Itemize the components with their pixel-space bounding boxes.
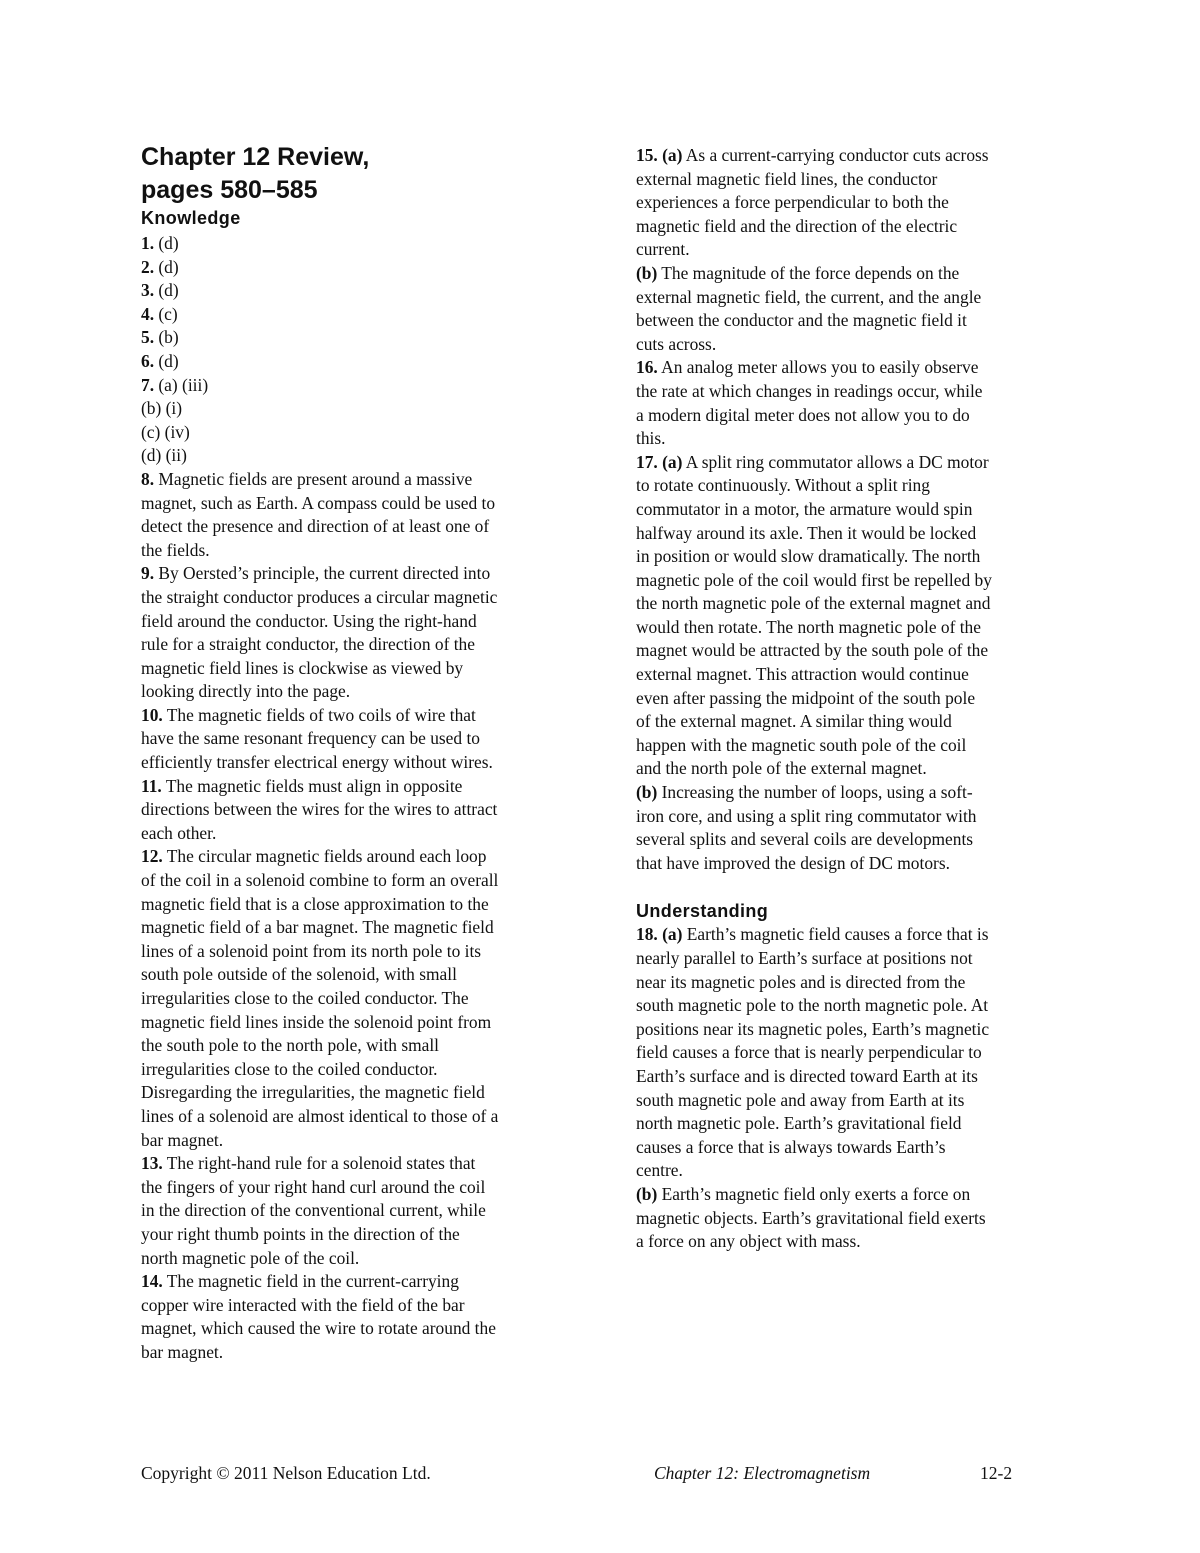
answer-9: 9. By Oersted’s principle, the current directed into the straight conductor produces a circular magnetic field around the conductor. Using the right-hand rule for a straight conductor, the direction of the magnetic field lines is clockwise as viewed by looking directly into the page. — [141, 563, 498, 702]
section-heading-understanding: Understanding — [636, 901, 769, 922]
answer-4: 4. (c) — [141, 303, 178, 324]
footer-chapter: Chapter 12: Electromagnetism — [654, 1463, 871, 1483]
answer-3: 3. (d) — [141, 280, 179, 301]
answer-14: 14. The magnetic field in the current-carrying copper wire interacted with the field of the bar magnet, which caused the wire to rotate around the bar magnet. — [141, 1271, 496, 1362]
answer-11: 11. The magnetic fields must align in opposite directions between the wires for the wires to attract each other. — [141, 775, 498, 843]
answer-1: 1. (d) — [141, 233, 179, 253]
footer-copyright: Copyright © 2011 Nelson Education Ltd. — [141, 1463, 431, 1483]
title-line-2: pages 580–585 — [141, 176, 318, 204]
answer-12: 12. The circular magnetic fields around each loop of the coil in a solenoid combine to form an overall magnetic field that is a close approximation to the magnetic field of a bar magnet. The magnetic field lines of a solenoid point from its north pole to its south pole outside of the solenoid, with small irregularities close to the coiled conductor. The magnetic field lines inside the solenoid point from the south pole to the north pole, with small irregularities close to the coiled conductor. Disregarding the irregularities, the magnetic field lines of a solenoid are almost identical to those of a bar magnet. — [141, 846, 499, 1150]
answer-17: 17. (a) A split ring commutator allows a DC motor to rotate continuously. Without a split ring commutator in a motor, the armature would spin halfway around its axle. Then it would be locked in position or would slow dramatically. The north magnetic pole of the coil would first be repelled by the north magnetic pole of the external magnet and would then rotate. The north magnetic pole of the magnet would be attracted by the south pole of the external magnet. This attraction would continue even after passing the midpoint of the south pole of the external magnet. A similar thing would happen with the magnetic south pole of the coil and the north pole of the external magnet. (b) Increasing the number of loops, using a soft- iron core, and using a split ring commutator with several splits and several coils are developments that have improved the design of DC motors. — [636, 451, 992, 873]
answer-5: 5. (b) — [141, 327, 179, 348]
answer-8: 8. Magnetic fields are present around a massive magnet, such as Earth. A compass could be used to detect the presence and direction of at least one of the fields. — [141, 468, 496, 560]
footer-page-number: 12-2 — [980, 1463, 1013, 1483]
answer-18: 18. (a) Earth’s magnetic field causes a force that is nearly parallel to Earth’s surface at positions not near its magnetic poles and is directed from the south magnetic pole to the north magnetic pole. At positions near its magnetic poles, Earth’s magnetic field causes a force that is nearly perpendicular to Earth’s surface and is directed toward Earth at its south magnetic pole and away from Earth at its north magnetic pole. Earth’s gravitational field causes a force that is always towards Earth’s centre. (b) Earth’s magnetic field only exerts a force on magnetic objects. Earth’s gravitational field exerts a force on any object with mass. — [636, 924, 990, 1252]
title-line-1: Chapter 12 Review, — [141, 143, 370, 171]
answer-6: 6. (d) — [141, 350, 179, 371]
answer-16: 16. An analog meter allows you to easily observe the rate at which changes in readings occur, while a modern digital meter does not allow you to do this. — [636, 357, 983, 449]
section-heading-knowledge: Knowledge — [141, 208, 241, 228]
answer-2: 2. (d) — [141, 256, 179, 277]
right-column — [636, 144, 1061, 1254]
page-title — [141, 141, 581, 207]
answer-15: 15. (a) As a current-carrying conductor cuts across external magnetic field lines, the conductor experiences a force perpendicular to both the magnetic field and the direction of the electric current. (b) The magnitude of the force depends on the external magnetic field, the current, and the angle between the conductor and the magnetic field it cuts across. — [636, 145, 989, 354]
short-answers — [141, 232, 571, 374]
left-column — [141, 232, 571, 1365]
answer-7: 7. (a) (iii) (b) (i) (c) (iv) (d) (ii) — [141, 374, 209, 466]
answer-10: 10. The magnetic fields of two coils of wire that have the same resonant frequency can be used to efficiently transfer electrical energy without wires. — [141, 704, 493, 773]
answer-13: 13. The right-hand rule for a solenoid states that the fingers of your right hand curl around the coil in the direction of the conventional current, while your right thumb points in the direction of the north magnetic pole of the coil. — [141, 1153, 486, 1268]
